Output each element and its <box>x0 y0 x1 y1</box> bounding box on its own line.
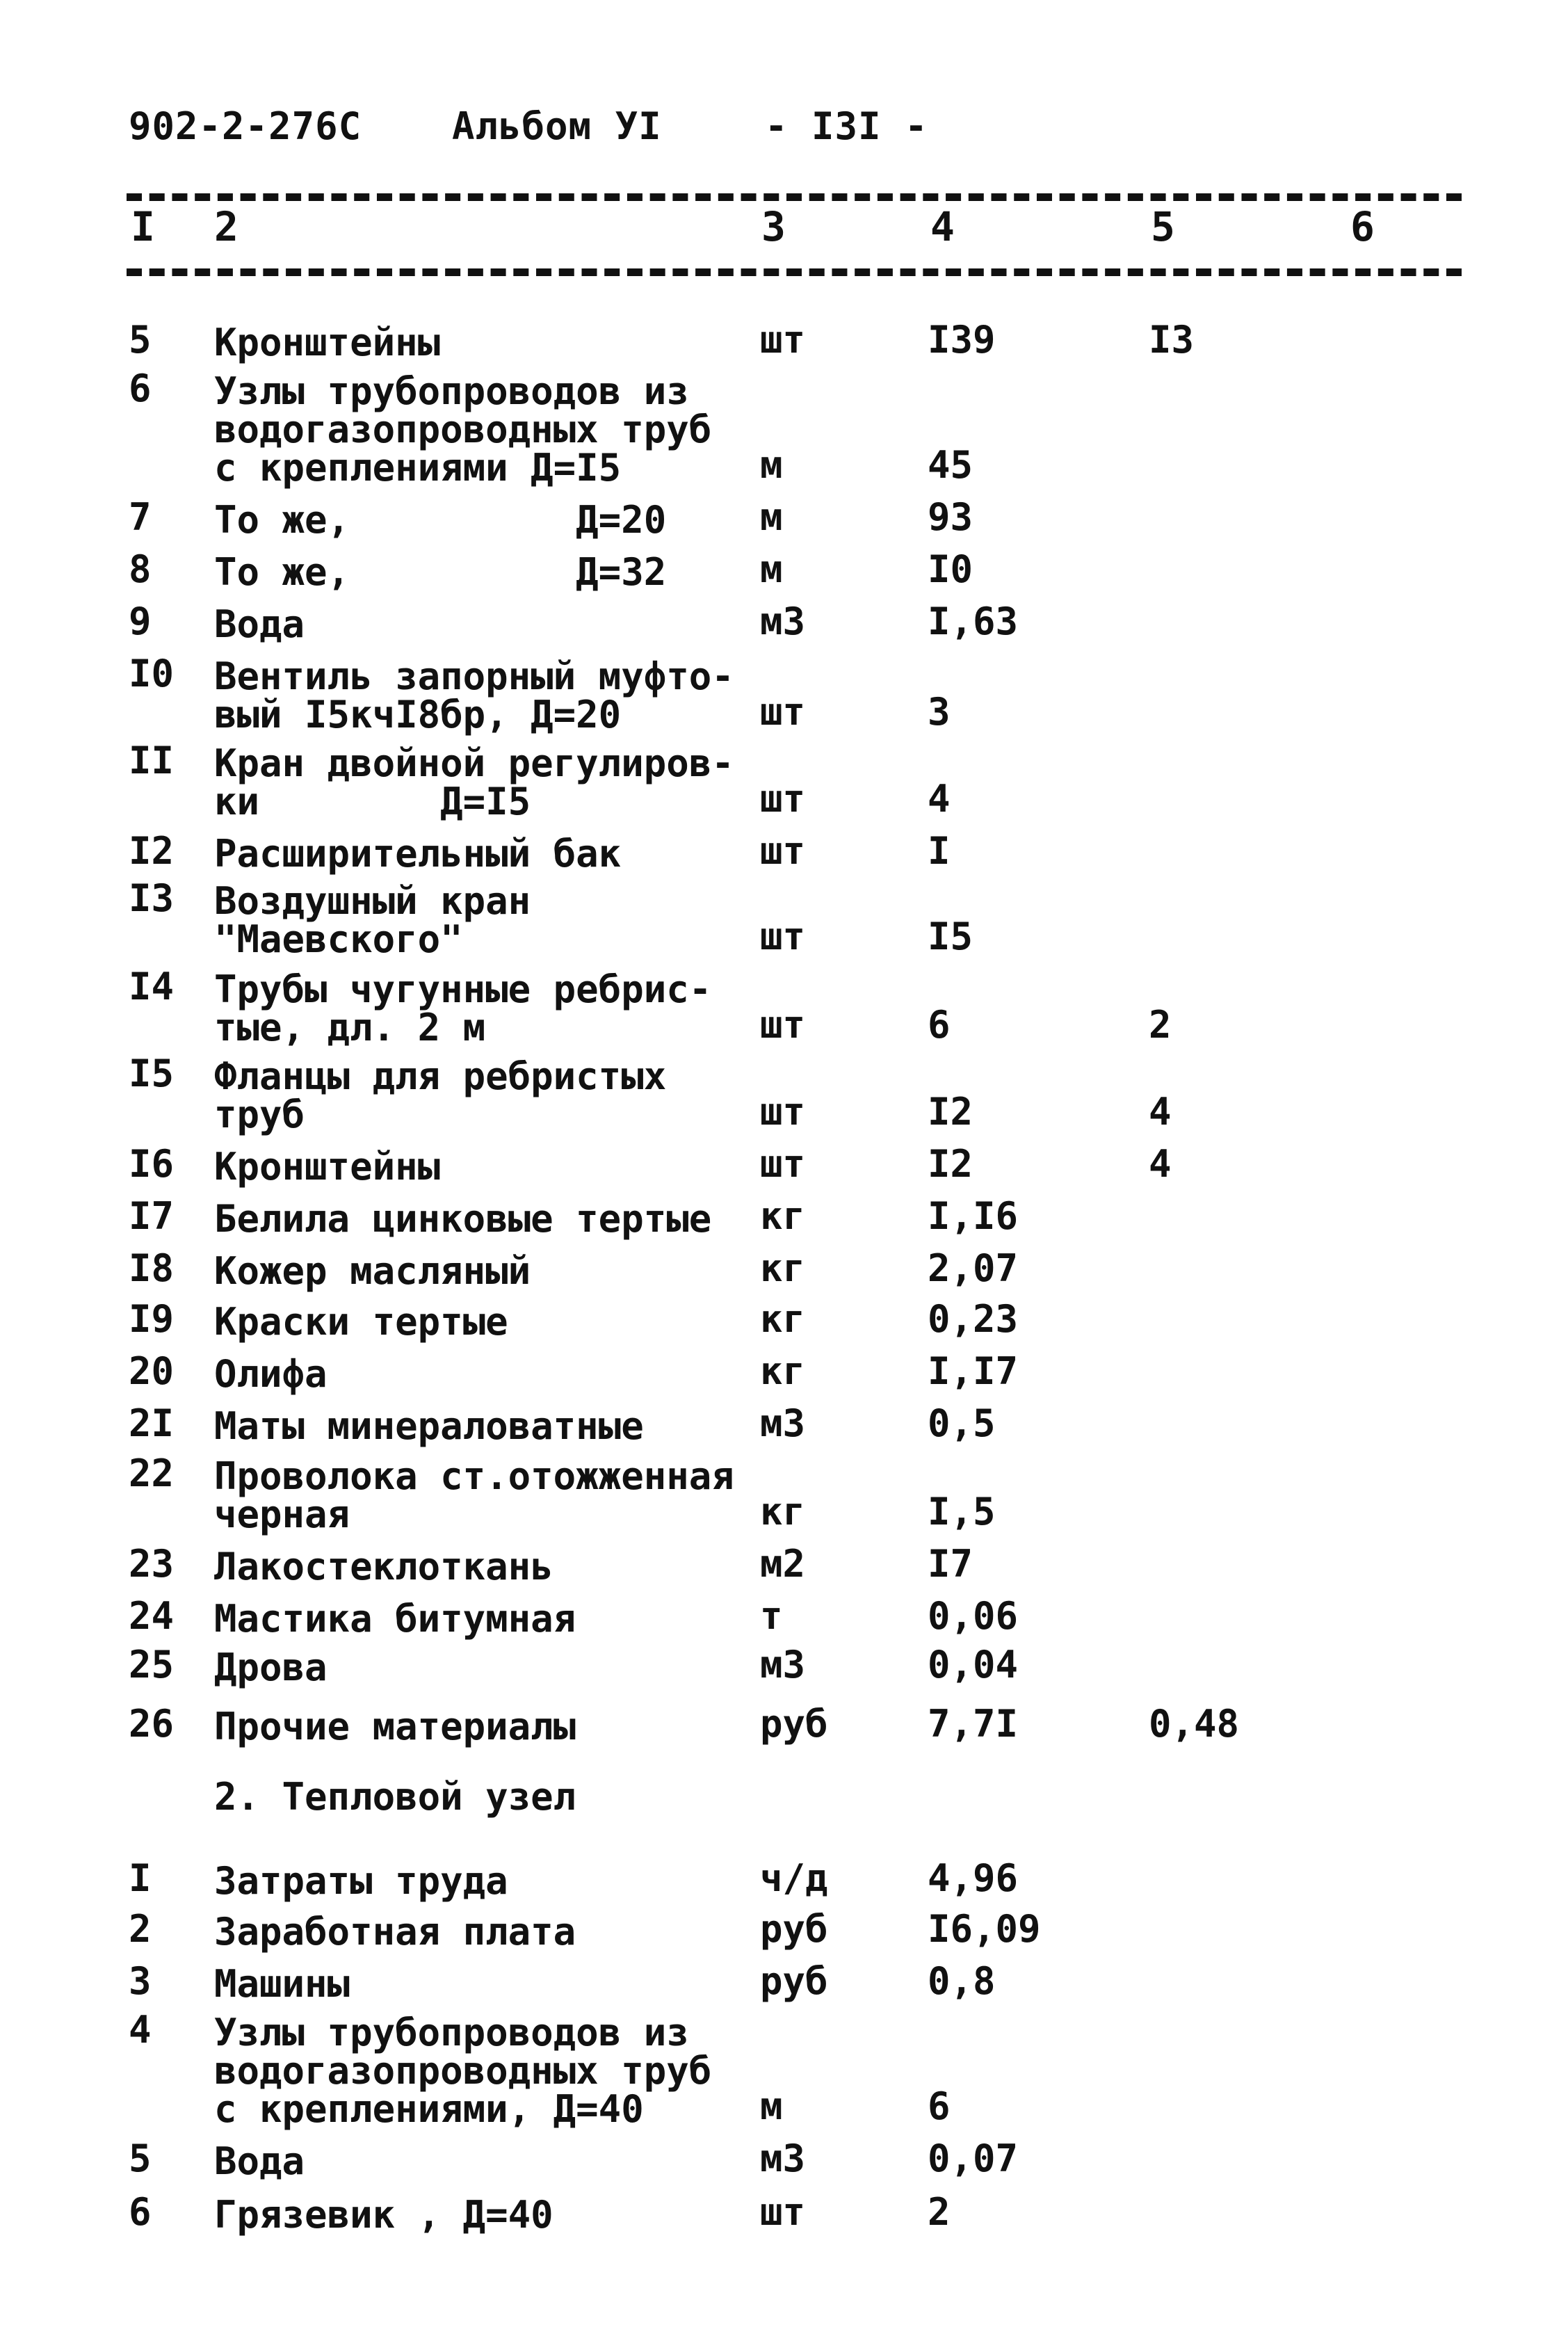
row-name: Кронштейны <box>214 321 441 364</box>
row-name: Краски тертые <box>214 1300 508 1344</box>
row-quantity: I,5 <box>928 1490 996 1534</box>
row-number: 3 <box>129 1959 152 2003</box>
row-number: 5 <box>129 2137 152 2180</box>
row-unit: шт <box>760 1090 806 1134</box>
row-name: Кронштейны <box>214 1145 441 1189</box>
row-unit: кг <box>760 1297 806 1341</box>
row-unit: кг <box>760 1349 806 1393</box>
column-header-6: 6 <box>1350 203 1375 250</box>
row-name: Проволока ст.отожженная черная <box>214 1454 734 1536</box>
row-quantity: 2,07 <box>928 1246 1019 1290</box>
row-unit: м2 <box>760 1542 806 1586</box>
row-name: Воздушный кран "Маевского" <box>214 879 531 961</box>
row-number: 2 <box>129 1907 152 1951</box>
row-number: 8 <box>129 547 152 591</box>
row-name: То же, Д=20 <box>214 498 667 542</box>
row-unit: шт <box>760 690 806 734</box>
row-quantity: I2 <box>928 1090 973 1134</box>
row-quantity: 0,04 <box>928 1643 1019 1687</box>
row-number: 5 <box>129 318 152 362</box>
row-number: 24 <box>129 1594 175 1638</box>
row-name: Маты минераловатные <box>214 1404 644 1448</box>
row-quantity: 4 <box>928 777 951 821</box>
row-number: 26 <box>129 1702 175 1746</box>
header-top-rule <box>127 193 1462 201</box>
row-name: Кран двойной регулиров- ки Д=I5 <box>214 741 734 823</box>
section-title: 2. Тепловой узел <box>214 1775 576 1819</box>
row-quantity: 0,8 <box>928 1959 996 2003</box>
page-number: - I3I - <box>765 104 928 148</box>
row-number: I8 <box>129 1246 175 1290</box>
row-name: Олифа <box>214 1352 328 1396</box>
row-unit: кг <box>760 1490 806 1534</box>
row-unit: м <box>760 495 783 539</box>
row-name: Лакостеклоткань <box>214 1545 553 1588</box>
document-code: 902-2-276С <box>129 104 362 148</box>
row-unit: руб <box>760 1702 828 1746</box>
row-unit: руб <box>760 1907 828 1951</box>
row-unit: шт <box>760 2190 806 2234</box>
row-number: 7 <box>129 495 152 539</box>
row-unit: шт <box>760 915 806 958</box>
row-number: I4 <box>129 965 175 1008</box>
row-quantity: I39 <box>928 318 996 362</box>
row-name: То же, Д=32 <box>214 550 667 594</box>
row-quantity: I6,09 <box>928 1907 1041 1951</box>
row-name: Грязевик , Д=40 <box>214 2193 553 2237</box>
row-unit: шт <box>760 777 806 821</box>
row-unit: ч/д <box>760 1856 828 1900</box>
row-name: Заработная плата <box>214 1910 576 1954</box>
row-unit: м <box>760 443 783 487</box>
row-name: Вентиль запорный муфто- вый I5кчI8бр, Д=20 <box>214 654 734 737</box>
column-header-1: I <box>131 203 155 250</box>
header-bottom-rule <box>127 268 1462 276</box>
row-quantity: I7 <box>928 1542 973 1586</box>
row-number: 22 <box>129 1451 175 1495</box>
row-quantity: 6 <box>928 1003 951 1047</box>
row-number: 2I <box>129 1401 175 1445</box>
row-unit: м3 <box>760 1643 806 1687</box>
row-name: Вода <box>214 602 305 646</box>
row-unit: шт <box>760 1142 806 1186</box>
row-quantity: I5 <box>928 915 973 958</box>
row-number: 6 <box>129 2190 152 2234</box>
row-unit: шт <box>760 829 806 873</box>
row-quantity: 0,5 <box>928 1401 996 1445</box>
row-unit: кг <box>760 1194 806 1238</box>
column-header-5: 5 <box>1151 203 1175 250</box>
row-unit: м3 <box>760 2137 806 2180</box>
row-name: Кожер масляный <box>214 1249 531 1293</box>
row-unit: шт <box>760 318 806 362</box>
row-name: Машины <box>214 1962 350 2006</box>
row-quantity: I2 <box>928 1142 973 1186</box>
row-quantity: 2 <box>928 2190 951 2234</box>
row-unit: кг <box>760 1246 806 1290</box>
row-number: 9 <box>129 600 152 643</box>
row-quantity: I,I7 <box>928 1349 1019 1393</box>
row-name: Дрова <box>214 1646 328 1689</box>
column-header-3: 3 <box>761 203 786 250</box>
row-number: I9 <box>129 1297 175 1341</box>
row-unit: м <box>760 547 783 591</box>
row-number: 4 <box>129 2008 152 2052</box>
row-name: Затраты труда <box>214 1859 508 1903</box>
row-number: I0 <box>129 652 175 695</box>
row-quantity: 45 <box>928 443 973 487</box>
row-unit: шт <box>760 1003 806 1047</box>
row-unit: т <box>760 1594 783 1638</box>
row-quantity: I0 <box>928 547 973 591</box>
row-unit: м3 <box>760 1401 806 1445</box>
row-number: II <box>129 739 175 782</box>
row-name: Трубы чугунные ребрис- тые, дл. 2 м <box>214 967 712 1049</box>
column-header-2: 2 <box>214 203 239 250</box>
row-quantity: 93 <box>928 495 973 539</box>
row-number: 6 <box>129 367 152 410</box>
row-number: I7 <box>129 1194 175 1238</box>
row-quantity: 0,06 <box>928 1594 1019 1638</box>
row-quantity: 0,23 <box>928 1297 1019 1341</box>
row-name: Фланцы для ребристых труб <box>214 1054 667 1136</box>
row-name: Мастика битумная <box>214 1597 576 1641</box>
row-name: Прочие материалы <box>214 1705 576 1748</box>
album-label: Альбом УI <box>452 104 662 148</box>
column-header-4: 4 <box>930 203 955 250</box>
row-col5: 0,48 <box>1149 1702 1240 1746</box>
row-quantity: 6 <box>928 2084 951 2128</box>
row-quantity: I,I6 <box>928 1194 1019 1238</box>
row-name: Белила цинковые тертые <box>214 1197 712 1241</box>
row-quantity: I <box>928 829 951 873</box>
row-unit: м <box>760 2084 783 2128</box>
row-number: I <box>129 1856 152 1900</box>
row-quantity: 0,07 <box>928 2137 1019 2180</box>
row-col5: I3 <box>1149 318 1195 362</box>
row-name: Вода <box>214 2139 305 2183</box>
row-number: I2 <box>129 829 175 873</box>
row-col5: 2 <box>1149 1003 1172 1047</box>
row-unit: м3 <box>760 600 806 643</box>
row-unit: руб <box>760 1959 828 2003</box>
row-name: Расширительный бак <box>214 832 622 876</box>
row-number: 23 <box>129 1542 175 1586</box>
row-number: I6 <box>129 1142 175 1186</box>
row-quantity: 3 <box>928 690 951 734</box>
row-number: 20 <box>129 1349 175 1393</box>
row-name: Узлы трубопроводов из водогазопроводных труб с креплениями, Д=40 <box>214 2011 712 2131</box>
row-quantity: I,63 <box>928 600 1019 643</box>
row-col5: 4 <box>1149 1142 1172 1186</box>
row-number: I5 <box>129 1052 175 1095</box>
row-quantity: 4,96 <box>928 1856 1019 1900</box>
row-number: I3 <box>129 876 175 920</box>
row-quantity: 7,7I <box>928 1702 1019 1746</box>
row-number: 25 <box>129 1643 175 1687</box>
row-name: Узлы трубопроводов из водогазопроводных труб с креплениями Д=I5 <box>214 369 712 490</box>
row-col5: 4 <box>1149 1090 1172 1134</box>
